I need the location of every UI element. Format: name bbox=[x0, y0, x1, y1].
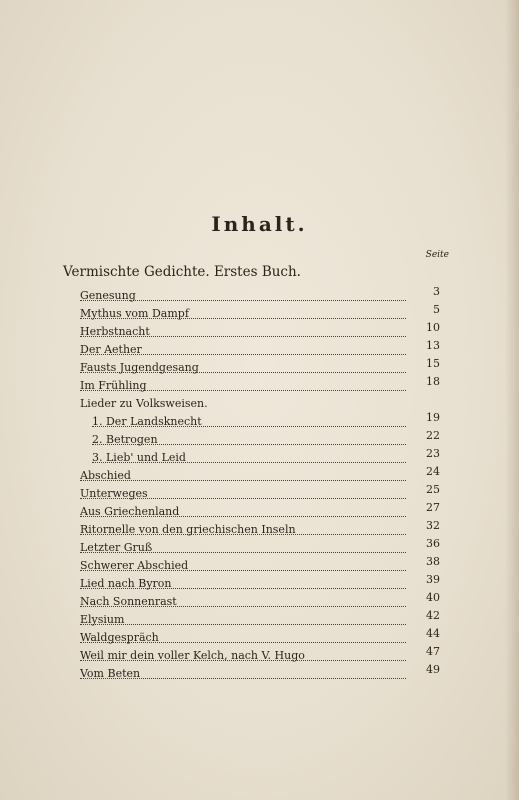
toc-entry-page: 38 bbox=[426, 555, 440, 568]
toc-entry bbox=[80, 665, 440, 683]
toc-entry bbox=[80, 305, 440, 323]
toc-entry-title: 3. Lieb' und Leid bbox=[92, 451, 186, 464]
toc-entry bbox=[92, 449, 440, 467]
toc-entry-title: Nach Sonnenrast bbox=[80, 595, 177, 608]
toc-entry-title: Unterweges bbox=[80, 487, 148, 500]
toc-entry-page: 10 bbox=[426, 321, 440, 334]
toc-entry bbox=[92, 413, 440, 431]
toc-entry-title: Vom Beten bbox=[80, 667, 141, 680]
toc-entry bbox=[80, 521, 440, 539]
toc-entry bbox=[80, 467, 440, 485]
toc-entry bbox=[80, 575, 440, 593]
toc-entry-title: Ritornelle von den griechischen Inseln bbox=[80, 523, 296, 536]
page-column-header: Seite bbox=[425, 250, 449, 260]
toc-entry bbox=[80, 611, 440, 629]
toc-entry-title: 2. Betrogen bbox=[92, 433, 158, 446]
toc-entry-page: 39 bbox=[426, 573, 440, 586]
toc-entry-title: Lied nach Byron bbox=[80, 577, 172, 590]
toc-entry-page: 23 bbox=[426, 447, 440, 460]
toc-entry-title: Fausts Jugendgesang bbox=[80, 361, 199, 374]
toc-entry-title: Abschied bbox=[80, 469, 131, 482]
toc-entry bbox=[80, 629, 440, 647]
toc-entry bbox=[80, 323, 440, 341]
toc-entry-page: 27 bbox=[426, 501, 440, 514]
page-title: Inhalt. bbox=[211, 212, 308, 236]
leader-dots bbox=[80, 624, 406, 625]
toc-entry-title: Letzter Gruß bbox=[80, 541, 153, 554]
toc-entry-page: 19 bbox=[426, 411, 440, 424]
toc-entry bbox=[80, 647, 440, 665]
toc-entry bbox=[80, 341, 440, 359]
toc-entry bbox=[80, 503, 440, 521]
toc-entry bbox=[80, 359, 440, 377]
toc-entry-page: 49 bbox=[426, 663, 440, 676]
toc-entry-page: 24 bbox=[426, 465, 440, 478]
page-edge-shadow bbox=[505, 0, 519, 800]
toc-subheading bbox=[80, 395, 440, 413]
toc-entry-title: Der Aether bbox=[80, 343, 142, 356]
toc-entry-title: Elysium bbox=[80, 613, 125, 626]
toc-entry bbox=[80, 485, 440, 503]
toc-entry-title: Mythus vom Dampf bbox=[80, 307, 189, 320]
toc-entry-page: 25 bbox=[426, 483, 440, 496]
toc-entry bbox=[80, 557, 440, 575]
toc-entry-page: 40 bbox=[426, 591, 440, 604]
toc-entry-page: 44 bbox=[426, 627, 440, 640]
toc-entry bbox=[80, 593, 440, 611]
toc-entry-page: 3 bbox=[433, 285, 440, 298]
toc-subheading-title: Lieder zu Volksweisen. bbox=[80, 397, 208, 410]
toc-entry bbox=[92, 431, 440, 449]
toc-entry-page: 42 bbox=[426, 609, 440, 622]
toc-entry-title: Herbstnacht bbox=[80, 325, 150, 338]
toc-entry-page: 5 bbox=[433, 303, 440, 316]
toc-entry-page: 13 bbox=[426, 339, 440, 352]
toc-entry-page: 22 bbox=[426, 429, 440, 442]
toc-entry-page: 36 bbox=[426, 537, 440, 550]
toc-entry-title: Genesung bbox=[80, 289, 136, 302]
toc-entry-title: 1. Der Landsknecht bbox=[92, 415, 202, 428]
section-heading: Vermischte Gedichte. Erstes Buch. bbox=[63, 264, 301, 280]
toc-entry-page: 15 bbox=[426, 357, 440, 370]
toc-entry bbox=[80, 539, 440, 557]
toc-entry-page: 18 bbox=[426, 375, 440, 388]
toc-entry-page: 47 bbox=[426, 645, 440, 658]
toc-entry bbox=[80, 287, 440, 305]
toc-entry-title: Waldgespräch bbox=[80, 631, 159, 644]
toc-entry-title: Aus Griechenland bbox=[80, 505, 180, 518]
toc-entry-title: Im Frühling bbox=[80, 379, 147, 392]
toc-entry bbox=[80, 377, 440, 395]
toc-entry-page: 32 bbox=[426, 519, 440, 532]
toc-entry-title: Weil mir dein voller Kelch, nach V. Hugo bbox=[80, 649, 305, 662]
toc-entry-title: Schwerer Abschied bbox=[80, 559, 189, 572]
